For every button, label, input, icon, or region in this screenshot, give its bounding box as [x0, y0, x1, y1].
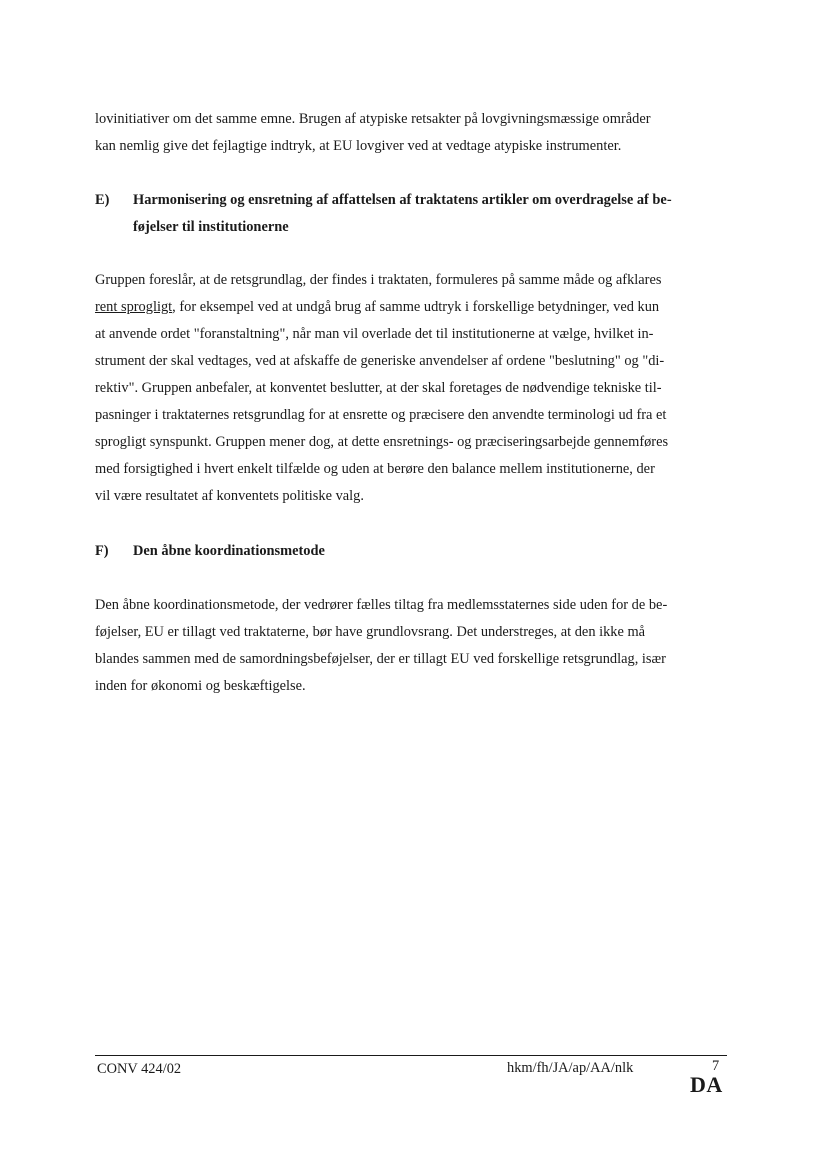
language-code: DA: [690, 1072, 723, 1097]
paragraph-line: sprogligt synspunkt. Gruppen mener dog, at dette ensretnings- og præciseringsarbejde gennemføres: [95, 434, 669, 450]
underlined-phrase: rent sprogligt: [95, 299, 173, 315]
paragraph-line: med forsigtighed i hvert enkelt tilfælde og uden at berøre den balance mellem institutionerne, der: [95, 461, 655, 477]
paragraph-line: føjelser, EU er tillagt ved traktaterne, bør have grundlovsrang. Det understreges, at den ikke må: [95, 624, 646, 640]
document-reference: CONV 424/02: [97, 1061, 182, 1077]
paragraph-coordination: [95, 592, 735, 700]
paragraph-line: strument der skal vedtages, ved at afskaffe de generiske anvendelser af ordene "beslutning" og "di-: [95, 353, 665, 369]
paragraph-line: blandes sammen med de samordningsbeføjelser, der er tillagt EU ved forskellige retsgrundlag, især: [95, 651, 666, 667]
paragraph-line: rektiv". Gruppen anbefaler, at konventet beslutter, at der skal foretages de nødvendige tekniske til-: [95, 380, 662, 396]
footer-divider: [95, 1055, 727, 1056]
section-letter: E): [95, 192, 110, 208]
page-number: 7: [712, 1058, 720, 1074]
paragraph-line: [95, 294, 735, 321]
paragraph-line: kan nemlig give det fejlagtige indtryk, at EU lovgiver ved at vedtage atypiske instrumenter.: [95, 138, 622, 154]
author-initials: hkm/fh/JA/ap/AA/nlk: [507, 1060, 634, 1076]
section-heading-f: [95, 538, 735, 565]
paragraph-line: vil være resultatet af konventets politiske valg.: [95, 488, 364, 504]
paragraph-intro: [95, 106, 735, 160]
paragraph-line: pasninger i traktaternes retsgrundlag for at ensrette og præcisere den anvendte terminologi ud fra et: [95, 407, 667, 423]
section-title-line: føjelser til institutionerne: [133, 219, 289, 235]
paragraph-line: inden for økonomi og beskæftigelse.: [95, 678, 306, 694]
section-letter: F): [95, 543, 109, 559]
section-title-line: Harmonisering og ensretning af affattelsen af traktatens artikler om overdragelse af be-: [133, 192, 672, 208]
paragraph-line: lovinitiativer om det samme emne. Brugen af atypiske retsakter på lovgivningsmæssige områder: [95, 111, 651, 127]
paragraph-line: at anvende ordet "foranstaltning", når man vil overlade det til institutionerne at vælge, hvilket in-: [95, 326, 654, 342]
section-title-line: Den åbne koordinationsmetode: [133, 543, 325, 559]
section-heading-e: [95, 187, 735, 241]
paragraph-line: Den åbne koordinationsmetode, der vedrører fælles tiltag fra medlemsstaternes side uden for de be-: [95, 597, 668, 613]
paragraph-line-rest: , for eksempel ved at undgå brug af samme udtryk i forskellige betydninger, ved kun: [172, 299, 660, 315]
paragraph-harmonisation: [95, 267, 735, 510]
paragraph-line: Gruppen foreslår, at de retsgrundlag, der findes i traktaten, formuleres på samme måde og afklares: [95, 272, 662, 288]
